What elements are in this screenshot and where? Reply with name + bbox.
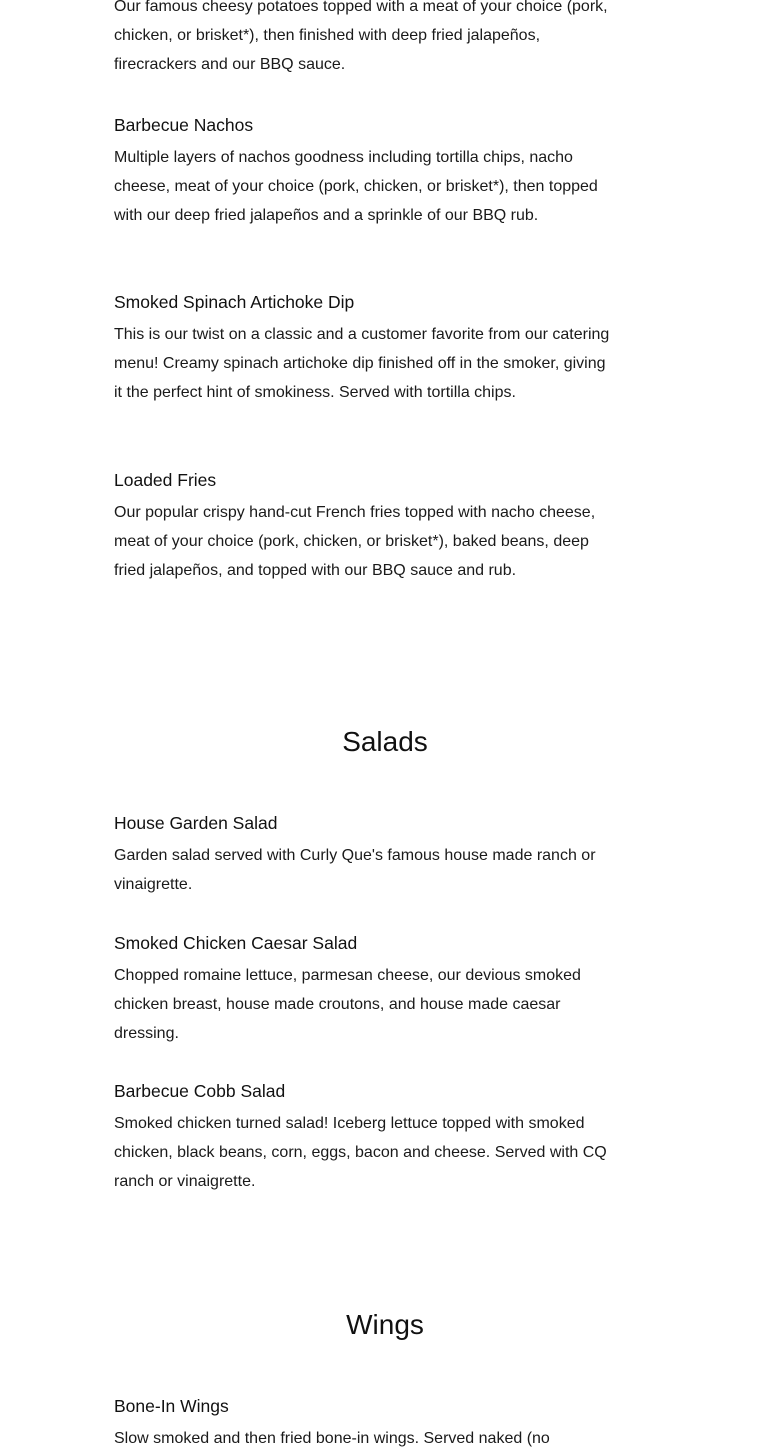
menu-item-house-garden-salad xyxy=(114,812,614,900)
menu-item-cheesy-potatoes xyxy=(114,0,614,79)
menu-item-smoked-spinach-artichoke-dip xyxy=(114,291,614,407)
menu-item-title: Loaded Fries xyxy=(114,470,217,490)
menu-item-smoked-chicken-caesar-salad xyxy=(114,932,614,1048)
section-heading-salads: Salads xyxy=(342,726,428,757)
menu-item-barbecue-nachos xyxy=(114,114,614,230)
menu-item-description: Our famous cheesy potatoes topped with a meat of your choice (pork, chicken, or brisket*), then finished with deep fried jalapeños, firecrackers and our BBQ sauce. xyxy=(114,0,608,73)
menu-item-description: Our popular crispy hand-cut French fries topped with nacho cheese, meat of your choice (pork, chicken, or brisket*), baked beans, deep fried jalapeños, and topped with our BBQ sauce and rub. xyxy=(114,504,596,579)
menu-item-description: Multiple layers of nachos goodness including tortilla chips, nacho cheese, meat of your choice (pork, chicken, or brisket*), then topped with our deep fried jalapeños and a sprinkle of our BBQ rub. xyxy=(114,149,598,224)
menu-item-loaded-fries xyxy=(114,469,614,585)
menu-item-description: Smoked chicken turned salad! Iceberg lettuce topped with smoked chicken, black beans, corn, eggs, bacon and cheese. Served with CQ ranch or vinaigrette. xyxy=(114,1115,607,1190)
menu-item-description: Garden salad served with Curly Que's famous house made ranch or vinaigrette. xyxy=(114,847,596,893)
menu-item-bone-in-wings xyxy=(114,1395,614,1454)
menu-item-title: Barbecue Cobb Salad xyxy=(114,1081,286,1101)
menu-item-title: Bone-In Wings xyxy=(114,1396,229,1416)
menu-item-title: Smoked Chicken Caesar Salad xyxy=(114,933,358,953)
menu-item-description: Chopped romaine lettuce, parmesan cheese, our devious smoked chicken breast, house made croutons, and house made caesar dressing. xyxy=(114,967,581,1042)
menu-item-barbecue-cobb-salad xyxy=(114,1080,614,1196)
menu-item-title: Smoked Spinach Artichoke Dip xyxy=(114,292,355,312)
menu-item-description: Slow smoked and then fried bone-in wings. Served naked (no xyxy=(114,1430,550,1447)
menu-item-description: This is our twist on a classic and a customer favorite from our catering menu! Creamy spinach artichoke dip finished off in the smoker, giving it the perfect hint of smokiness. Served with tortilla chips. xyxy=(114,326,610,401)
menu-item-title: Barbecue Nachos xyxy=(114,115,254,135)
menu-item-title: House Garden Salad xyxy=(114,813,278,833)
section-heading-wings: Wings xyxy=(346,1309,424,1340)
